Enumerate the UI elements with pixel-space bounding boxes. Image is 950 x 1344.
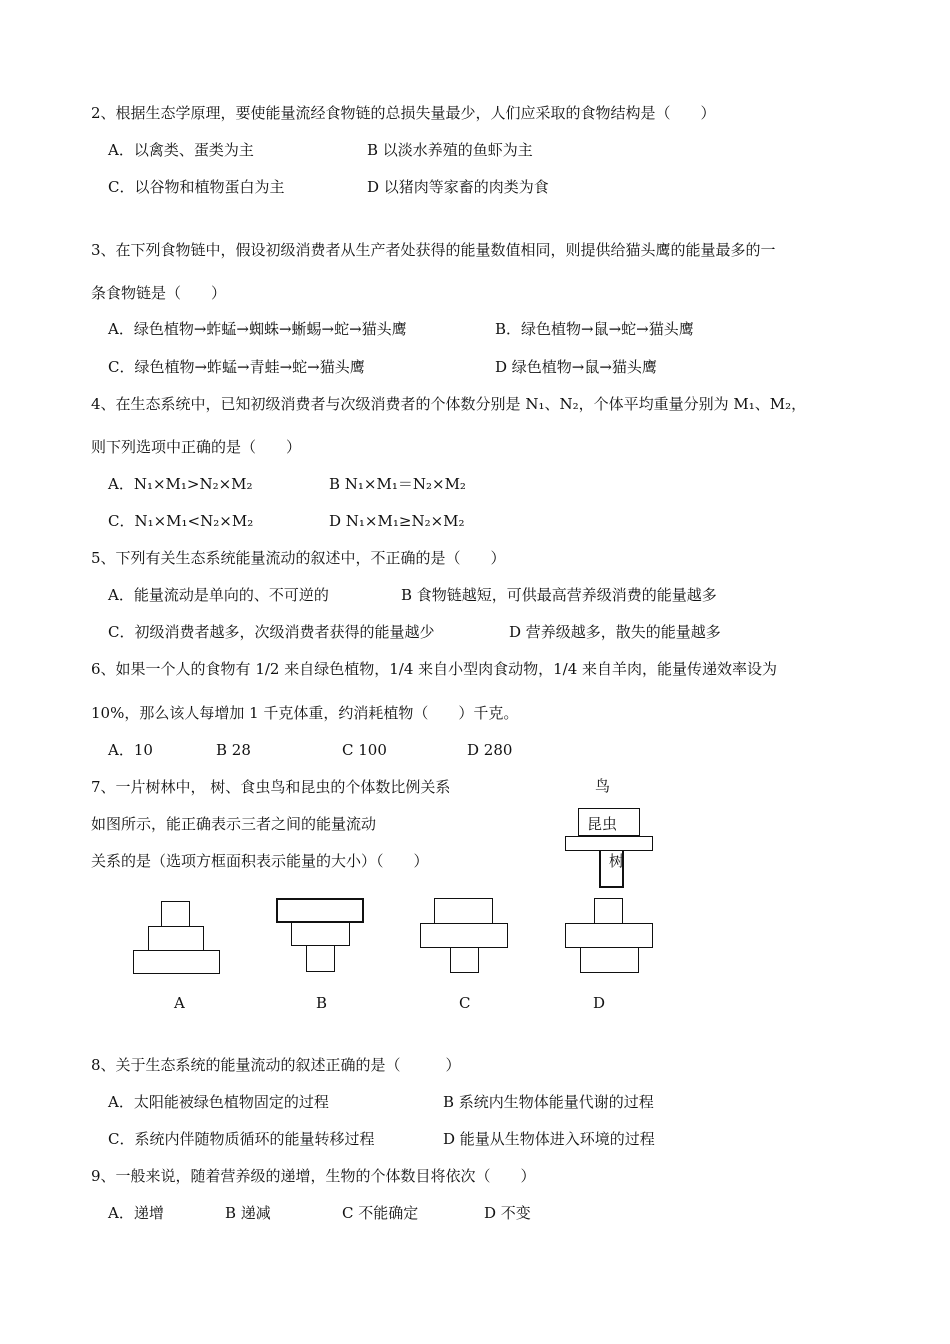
q4-stem-line2: 则下列选项中正确的是（ ） [91, 438, 302, 456]
figure-box-tree-top [565, 836, 653, 851]
figure-line-left [599, 851, 601, 887]
q2-option-a: A．以禽类、蛋类为主 [108, 141, 254, 159]
q9-option-c: C 不能确定 [342, 1204, 419, 1222]
q4-stem-line1: 4、在生态系统中，已知初级消费者与次级消费者的个体数分别是 N₁、N₂，个体平均重量分别为 M₁、M₂， [91, 395, 807, 413]
q9-stem: 9、一般来说，随着营养级的递增，生物的个体数目将依次（ ） [91, 1167, 536, 1185]
q3-stem-line2: 条食物链是（ ） [91, 284, 227, 302]
diagram-d-bottom [580, 947, 639, 973]
q8-option-a: A．太阳能被绿色植物固定的过程 [108, 1093, 329, 1111]
diagram-d-top [594, 898, 623, 924]
q2-option-b: B 以淡水养殖的鱼虾为主 [367, 141, 533, 159]
q7-stem-line3: 关系的是（选项方框面积表示能量的大小）（ ） [91, 852, 429, 870]
q7-label-c: C [459, 994, 471, 1012]
q5-option-d: D 营养级越多，散失的能量越多 [509, 623, 721, 641]
q8-option-d: D 能量从生物体进入环境的过程 [443, 1130, 655, 1148]
q8-option-c: C．系统内伴随物质循环的能量转移过程 [108, 1130, 375, 1148]
q9-option-a: A．递增 [108, 1204, 164, 1222]
q5-option-b: B 食物链越短，可供最高营养级消费的能量越多 [401, 586, 717, 604]
diagram-a-bottom [133, 950, 220, 974]
q2-stem: 2、根据生态学原理，要使能量流经食物链的总损失量最少，人们应采取的食物结构是（ ） [91, 104, 716, 122]
q7-label-a: A [174, 994, 185, 1012]
q4-option-c: C．N₁×M₁<N₂×M₂ [108, 512, 254, 530]
figure-label-bird: 鸟 [595, 777, 611, 795]
q3-option-c: C．绿色植物→蚱蜢→青蛙→蛇→猫头鹰 [108, 358, 365, 376]
q6-stem-line2: 10%，那么该人每增加 1 千克体重，约消耗植物（ ）千克。 [91, 704, 519, 722]
q6-option-b: B 28 [216, 741, 251, 759]
diagram-c-bottom [450, 947, 479, 973]
diagram-b-top [276, 898, 364, 923]
figure-label-insect: 昆虫 [587, 815, 618, 833]
q6-option-a: A．10 [108, 741, 153, 759]
diagram-c-top [434, 898, 493, 924]
q4-option-d: D N₁×M₁≥N₂×M₂ [329, 512, 465, 530]
q7-stem-line2: 如图所示，能正确表示三者之间的能量流动 [91, 815, 377, 833]
q9-option-d: D 不变 [484, 1204, 531, 1222]
q8-stem: 8、关于生态系统的能量流动的叙述正确的是（ ） [91, 1056, 461, 1074]
q6-option-d: D 280 [467, 741, 513, 759]
q5-stem: 5、下列有关生态系统能量流动的叙述中，不正确的是（ ） [91, 549, 506, 567]
q7-label-b: B [316, 994, 328, 1012]
diagram-a-top [161, 901, 190, 927]
q2-option-d: D 以猪肉等家畜的肉类为食 [367, 178, 549, 196]
figure-line-bottom [599, 886, 624, 888]
q3-option-b: B．绿色植物→鼠→蛇→猫头鹰 [495, 320, 694, 338]
q9-option-b: B 递减 [225, 1204, 271, 1222]
q4-option-b: B N₁×M₁＝N₂×M₂ [329, 475, 466, 493]
q7-stem-line1: 7、一片树林中， 树、食虫鸟和昆虫的个体数比例关系 [91, 778, 451, 796]
diagram-b-middle [291, 922, 350, 946]
q6-stem-line1: 6、如果一个人的食物有 1/2 来自绿色植物，1/4 来自小型肉食动物，1/4 来自羊肉，能量传递效率设为 [91, 660, 778, 678]
q3-option-a: A．绿色植物→蚱蜢→蜘蛛→蜥蜴→蛇→猫头鹰 [108, 320, 407, 338]
q7-label-d: D [593, 994, 606, 1012]
diagram-c-middle [420, 923, 508, 948]
q6-option-c: C 100 [342, 741, 387, 759]
q2-option-c: C．以谷物和植物蛋白为主 [108, 178, 285, 196]
q5-option-c: C．初级消费者越多，次级消费者获得的能量越少 [108, 623, 435, 641]
q4-option-a: A．N₁×M₁>N₂×M₂ [108, 475, 253, 493]
diagram-a-middle [148, 926, 204, 951]
diagram-d-middle [565, 923, 653, 948]
q5-option-a: A．能量流动是单向的、不可逆的 [108, 586, 329, 604]
q3-option-d: D 绿色植物→鼠→猫头鹰 [495, 358, 657, 376]
diagram-b-bottom [306, 945, 335, 972]
q3-stem-line1: 3、在下列食物链中，假设初级消费者从生产者处获得的能量数值相同，则提供给猫头鹰的能量最多的一 [91, 241, 776, 259]
q8-option-b: B 系统内生物体能量代谢的过程 [443, 1093, 654, 1111]
figure-label-tree: 树 [609, 852, 625, 870]
